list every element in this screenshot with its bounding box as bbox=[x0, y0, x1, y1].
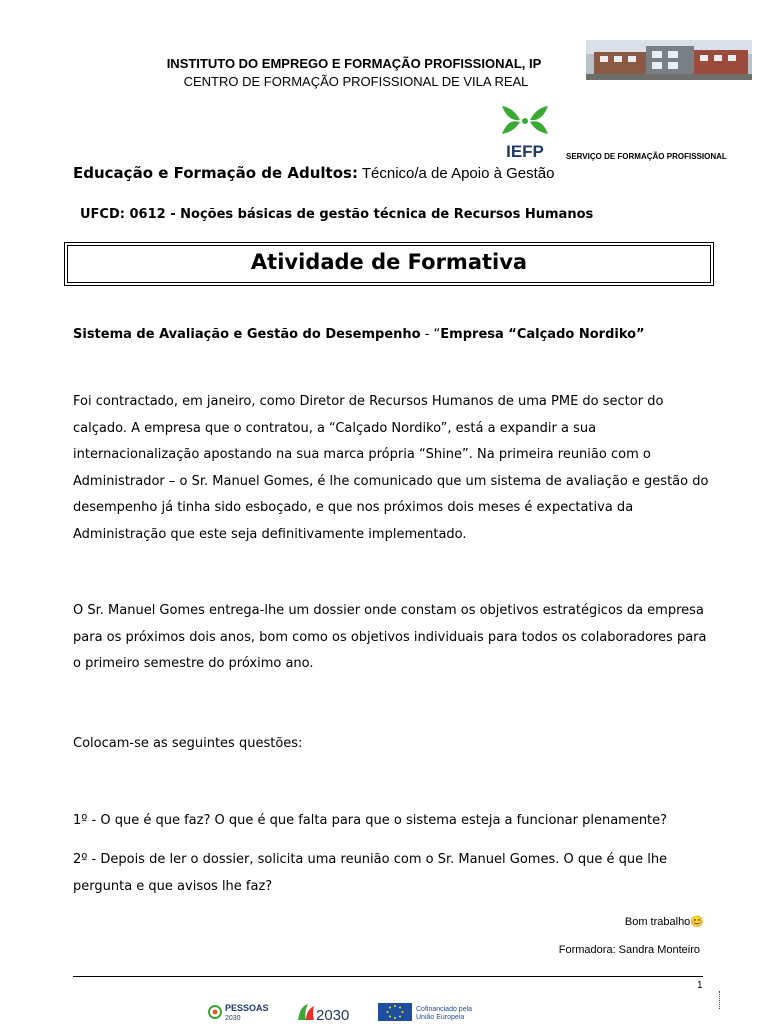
trainer-name: Formadora: Sandra Monteiro bbox=[558, 944, 700, 956]
subject-line bbox=[73, 327, 645, 342]
iefp-logo-text: IEFP bbox=[506, 142, 544, 160]
eu-line-1: Cofinanciado pela bbox=[416, 1006, 473, 1013]
building-photo bbox=[586, 40, 752, 80]
course-value: Técnico/a de Apoio à Gestão bbox=[357, 165, 555, 182]
paragraph-dossier: O Sr. Manuel Gomes entrega-lhe um dossier onde constam os objetivos estratégicos da empresa para os próximos dois anos, bom como os objetivos individuais para todos os colaboradores para o primeiro semestre do próximo ano. bbox=[73, 603, 707, 671]
course-label: Educação e Formação de Adultos: bbox=[73, 164, 358, 182]
closing-greeting: Bom trabalho😊 bbox=[624, 916, 704, 928]
subject-topic: Sistema de Avaliação e Gestão do Desempenho bbox=[73, 327, 421, 342]
question-2: 2º - Depois de ler o dossier, solicita uma reunião com o Sr. Manuel Gomes. O que é que lhe pergunta e que avisos lhe faz? bbox=[73, 852, 668, 894]
ufcd-title: Noções básicas de gestão técnica de Recursos Humanos bbox=[180, 207, 594, 222]
eu-cofinanced-logo bbox=[378, 1000, 488, 1024]
ufcd-code: UFCD: 0612 bbox=[80, 207, 166, 222]
portugal-2030-logo bbox=[294, 1000, 358, 1024]
eu-line-2: União Europeia bbox=[416, 1014, 465, 1021]
iefp-logo bbox=[494, 100, 556, 160]
course-line bbox=[73, 164, 554, 182]
subject-separator: - “ bbox=[420, 327, 441, 342]
institute-name: INSTITUTO DO EMPREGO E FORMAÇÃO PROFISSIONAL, IP bbox=[166, 56, 542, 71]
service-name: SERVIÇO DE FORMAÇÃO PROFISSIONAL bbox=[566, 152, 727, 161]
question-1: 1º - O que é que faz? O que é que falta para que o sistema esteja a funcionar plenamente? bbox=[73, 813, 668, 828]
subject-company: Empresa “Calçado Nordiko” bbox=[440, 327, 645, 342]
paragraph-context: Foi contractado, em janeiro, como Diretor de Recursos Humanos de uma PME do sector do calçado. A empresa que o contratou, a “Calçado Nordiko”, está a expandir a sua internacionalização apostando na sua marca própria “Shine”. Na primeira reunião com o Administrador – o Sr. Manuel Gomes, é lhe comunicado que um sistema de avaliação e gestão do desempenho já tinha sido esboçado, e que nos próximos dois meses é expectativa da Administração que este seja definitivamente implementado. bbox=[73, 394, 709, 542]
pessoas-year: 2030 bbox=[225, 1015, 241, 1022]
pessoas-2030-logo bbox=[206, 1000, 276, 1024]
footer-rule bbox=[73, 976, 703, 977]
centre-name: CENTRO DE FORMAÇÃO PROFISSIONAL DE VILA REAL bbox=[183, 74, 529, 89]
pessoas-text: PESSOAS bbox=[225, 1003, 269, 1013]
activity-title: Atividade de Formativa bbox=[250, 250, 528, 274]
ufcd-separator: - bbox=[165, 207, 181, 222]
portugal-year: 2030 bbox=[316, 1007, 350, 1024]
page-number: 1 bbox=[697, 980, 703, 991]
margin-marker bbox=[719, 991, 722, 1009]
paragraph-questions-intro: Colocam-se as seguintes questões: bbox=[73, 736, 303, 751]
ufcd-line bbox=[80, 207, 593, 222]
